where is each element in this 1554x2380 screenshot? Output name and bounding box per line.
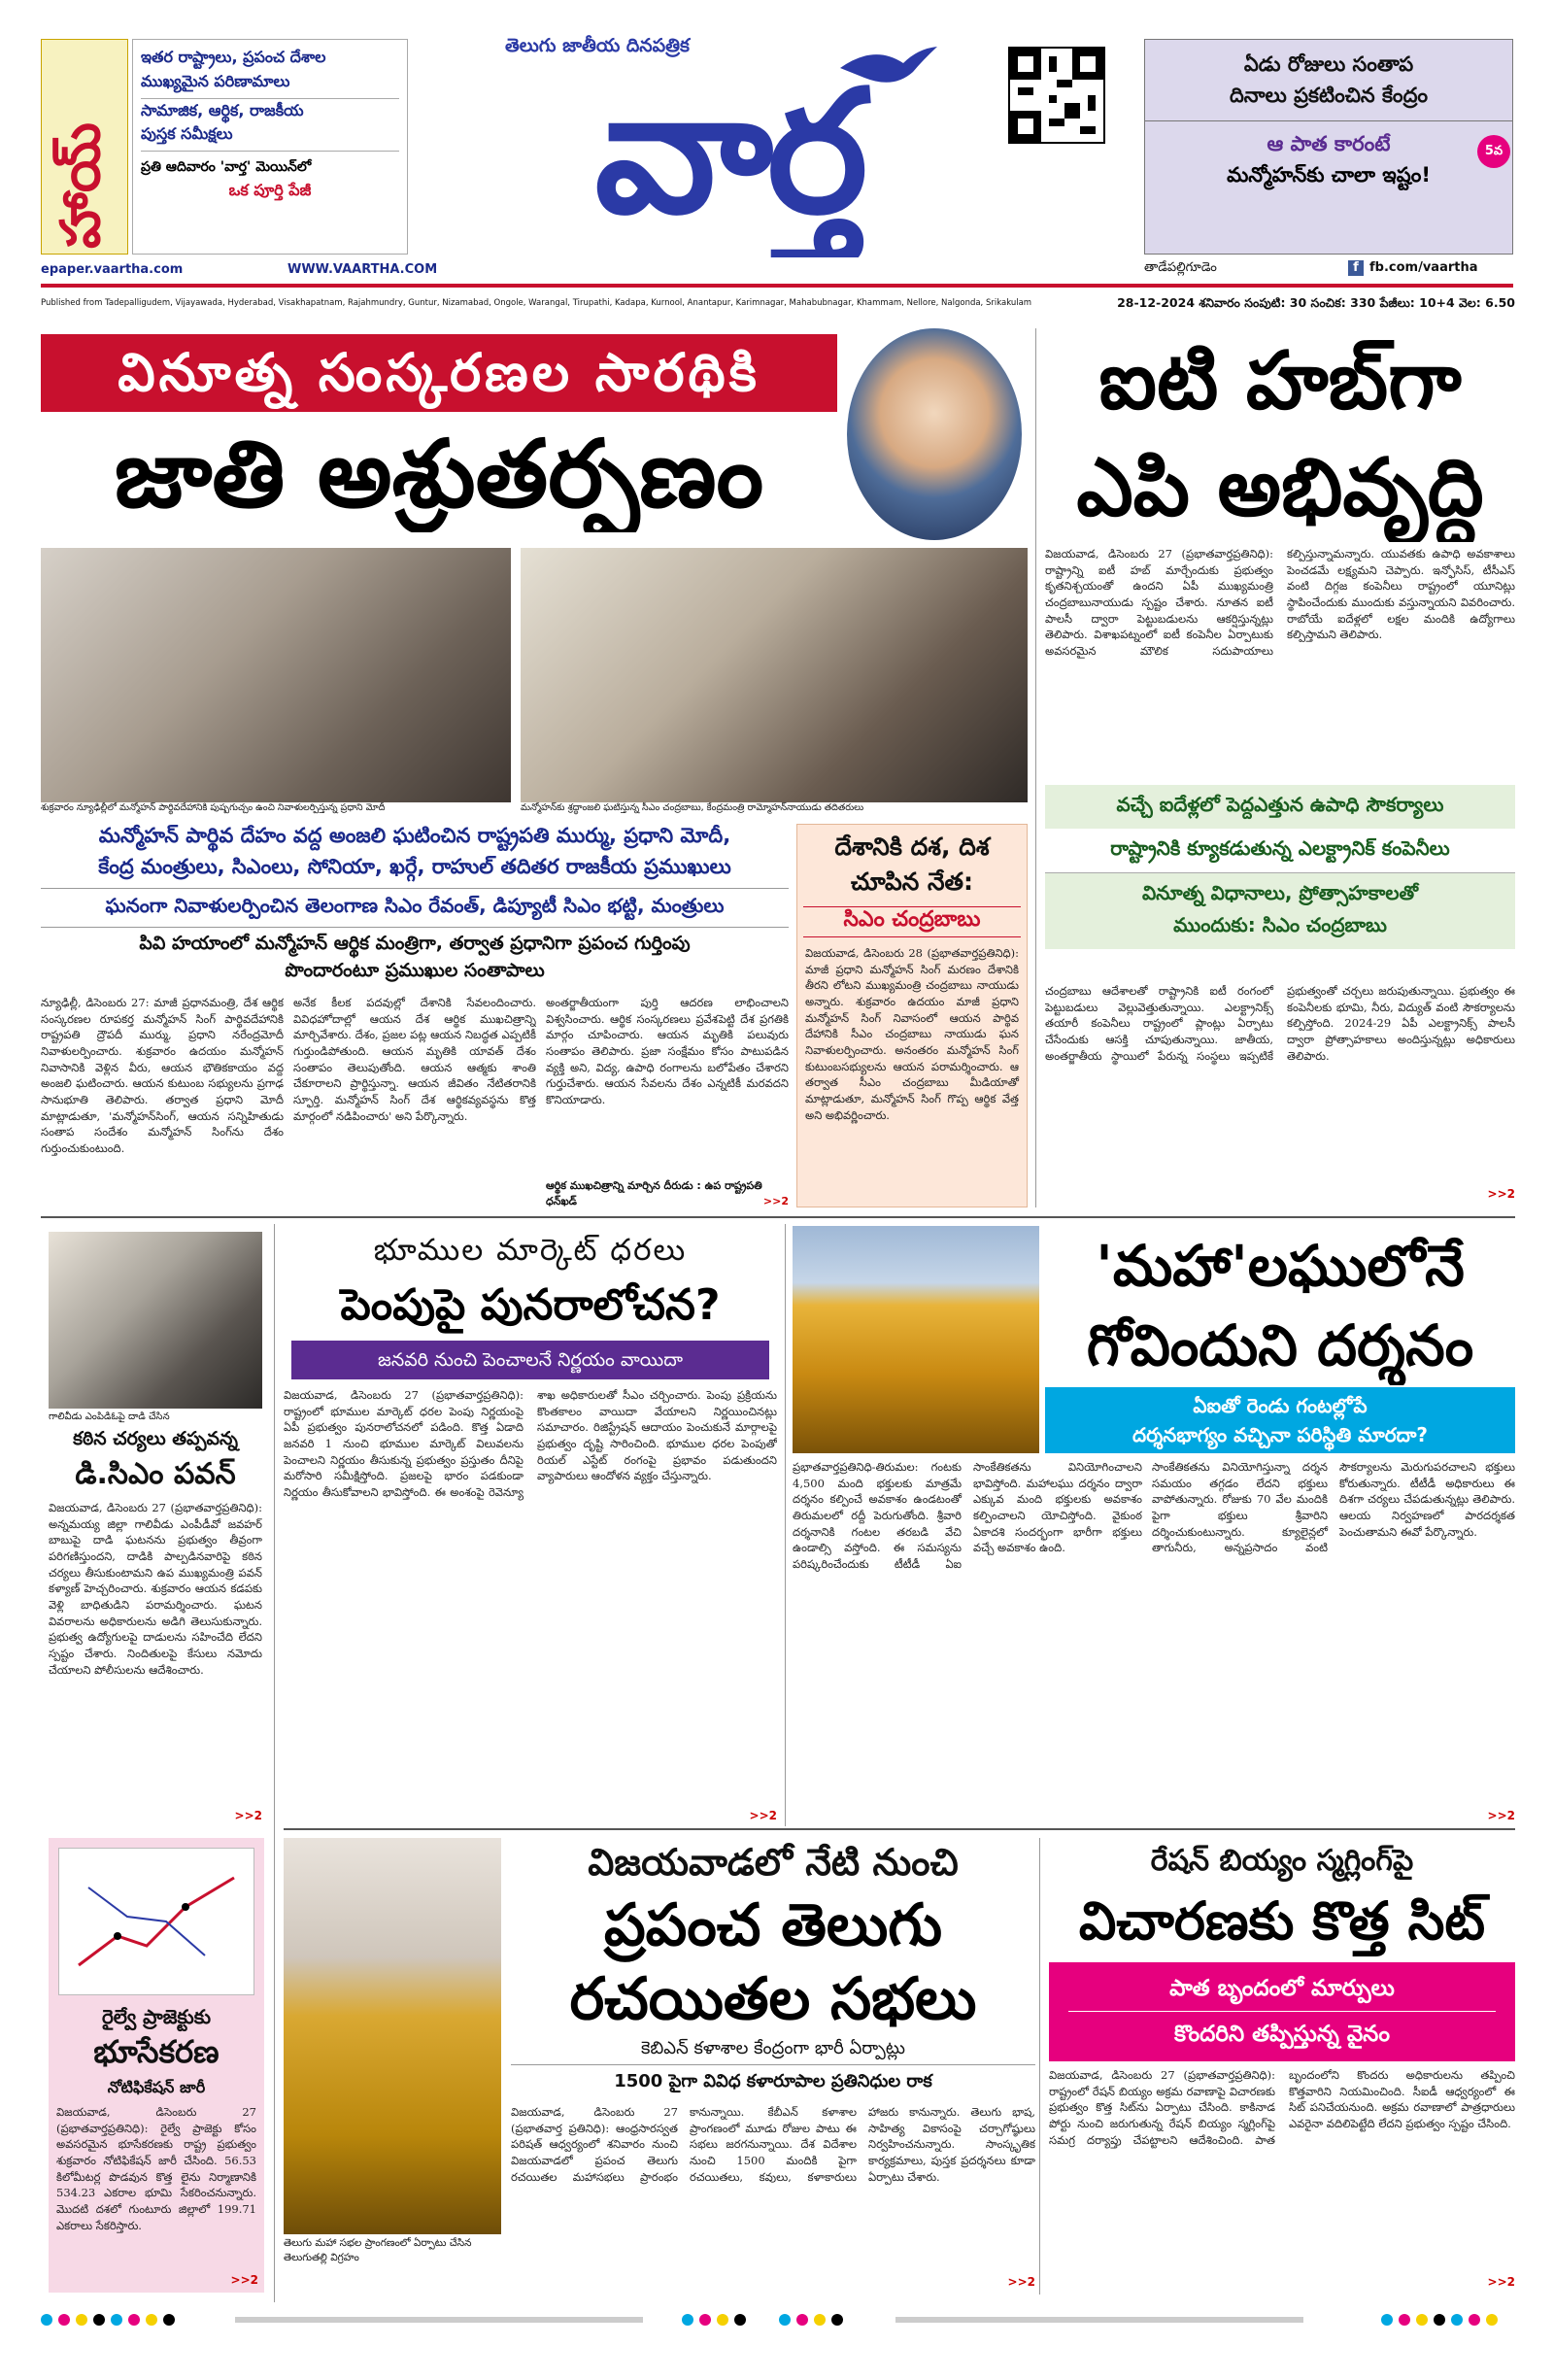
logo: వార్త xyxy=(594,54,862,252)
lead-sub4: పివి హయాంలో మన్మోహన్ ఆర్థిక మంత్రిగా, తర్వాత ప్రధానిగా ప్రపంచ గుర్తింపు xyxy=(139,933,691,954)
promo-right-line1: ఏడు రోజులు సంతాప xyxy=(1243,52,1414,76)
facebook-icon[interactable]: f xyxy=(1348,260,1364,276)
tirumala-headline1: 'మహా'లఘులోనే xyxy=(1096,1233,1465,1299)
pawan-head2: డి.సిఎం పవన్ xyxy=(75,1457,236,1491)
sidebar-body: విజయవాడ, డిసెంబరు 28 (ప్రభాతవార్తప్రతినిధి): మాజీ ప్రధాని మన్మోహన్ సింగ్ మరణం దేశానికి తీరని లోటని ముఖ్యమంత్రి చంద్రబాబు నాయుడు అన్నారు. శుక్రవారం ఉదయం మాజీ ప్రధాని మన్మోహన్ సింగ్ నివాసంలో ఆయన పార్థివ దేహానికి సీఎం చంద్రబాబు నాయుడు ఘన నివాళులర్పించారు. అనంతరం మన్మోహన్ సింగ్ కుటుంబసభ్యులను ఆయన పరామర్శించారు. ఆ తర్వాత సీఎం చంద్రబాబు మీడియాతో మాట్లాడుతూ, మన్మోహన్ సింగ్ గొప్ప ఆర్థిక వేత్త అని అభివర్ణించారు. xyxy=(805,946,1019,1122)
promo-right-line4: మన్మోహన్‌కు చాలా ఇష్టం! xyxy=(1227,162,1431,187)
tirumala-deck xyxy=(1045,1387,1515,1453)
land-body: విజయవాడ, డిసెంబరు 27 (ప్రభాతవార్తప్రతినిధి): రాష్ట్రంలో భూముల మార్కెట్ ధరల పెంపు నిర్ణయంపై ఏపీ ప్రభుత్వం పునరాలోచనలో పడింది. కొత్త ఏడాది జనవరి 1 నుంచి భూముల మార్కెట్ విలువలను పెంచాలని నిర్ణయం తీసుకున్న ప్రభుత్వం ప్రస్తుతం దీనిపై మరోసారి సమీక్షిస్తోంది. ప్రజలపై భారం పడకుండా నిర్ణయం తీసుకోవాలని భావిస్తోంది. ఈ అంశంపై రెవెన్యూ శాఖ అధికారులతో సీఎం చర్చించారు. పెంపు ప్రక్రియను కొంతకాలం వాయిదా వేయాలని నిర్ణయించినట్లు సమాచారం. రిజిస్ట్రేషన్ ఆదాయం పెంచుకునే మార్గాలపై ప్రభుత్వం దృష్టి సారించింది. భూముల ధరల పెంపుతో రియల్ ఎస్టేట్ రంగంపై ప్రభావం పడుతుందని వ్యాపారులు ఆందోళన వ్యక్తం చేస్తున్నారు. xyxy=(284,1388,777,1500)
website-link[interactable]: WWW.VAARTHA.COM xyxy=(287,262,438,277)
hai-badge xyxy=(41,39,128,255)
writers-deck2: 1500 పైగా వివిధ కళారూపాల ప్రతినిధుల రాక xyxy=(614,2071,932,2091)
writers-kicker: విజయవాడలో నేటి నుంచి xyxy=(588,1841,959,1884)
continue-link[interactable]: >>2 xyxy=(230,2273,258,2287)
tirumala-body1: ప్రభాతవార్తప్రతినిధి-తిరుమల: గంటకు 4,500 మంది భక్తులకు మాత్రమే దర్శనం కల్పించే అవకాశం ఉండటంతో తిరుమలలో రద్దీ పెరుగుతోంది. శ్రీవారి దర్శనానికి గంటల తరబడి వేచి ఉండాల్సి వస్తోంది. ఈ సమస్యను పరిష్కరించేందుకు టీటీడీ ఏఐ సాంకేతికతను వినియోగించాలని భావిస్తోంది. మహాలఘు దర్శనం ద్వారా ఎక్కువ మంది భక్తులకు అవకాశం కల్పించాలని యోచిస్తోంది. వైకుంఠ ఏకాదశి సందర్భంగా భారీగా భక్తులు వచ్చే అవకాశం ఉంది. xyxy=(793,1460,1142,1572)
ration-headline: విచారణకు కొత్త సిట్ xyxy=(1078,1890,1486,1952)
continue-link[interactable]: >>2 xyxy=(749,1809,777,1822)
tirumala-deck2: దర్శనభాగ్యం వచ్చినా పరిస్థితి మారదా? xyxy=(1132,1423,1429,1446)
lead-sub5: పొందారంటూ ప్రముఖుల సంతాపాలు xyxy=(285,960,545,981)
tirumala-continue[interactable] xyxy=(1457,1809,1515,1828)
photo-telugu-talli xyxy=(284,1838,501,2234)
qr-code-icon[interactable] xyxy=(1008,47,1105,144)
lead-footer-ref: : ఉప రాష్ట్రపతి ధన్‌ఖడ్ xyxy=(546,1179,762,1207)
tirumala-body2: సాంకేతికతను వినియోగిస్తున్నా దర్శన సమయం తగ్గడం లేదని భక్తులు వాపోతున్నారు. రోజుకు 70 వేల మందికి పైగా భక్తులు శ్రీవారిని దర్శించుకుంటున్నారు. క్యూలైన్లలో తాగునీరు, అన్నప్రసాదం వంటి సౌకర్యాలను మెరుగుపరచాలని భక్తులు కోరుతున్నారు. టీటీడీ అధికారులు ఈ దిశగా చర్యలు చేపడుతున్నట్లు తెలిపారు. ఆలయ నిర్వహణలో పారదర్శకత పెంచుతామని ఈవో పేర్కొన్నారు. xyxy=(1152,1460,1515,1555)
sidebar-title3: సిఎం చంద్రబాబు xyxy=(803,906,1021,937)
it-hub-green1: వచ్చే ఐదేళ్లలో పెద్దఎత్తున ఉపాధి సౌకర్యాలు xyxy=(1045,785,1515,829)
ration-kicker: రేషన్ బియ్యం స్మగ్లింగ్‌పై xyxy=(1150,1844,1414,1878)
tirumala-headline2: గోవిందుని దర్శనం xyxy=(1086,1312,1474,1378)
railway-head1: రైల్వే ప్రాజెక్టుకు xyxy=(101,2005,212,2028)
promo-right-line2: దినాలు ప్రకటించిన కేంద్రం xyxy=(1145,81,1512,122)
published-from: Published from Tadepalligudem, Vijayawada, Hyderabad, Visakhapatnam, Rajahmundry, Guntur, Nizamabad, Ongole, Warangal, Tirupathi, Kadapa, Kurnool, Anantapur, Karimnagar, Mahabubnagar, Khammam, Nellore, Nalgonda, Srikakulam xyxy=(41,298,1032,308)
land-continue[interactable] xyxy=(719,1809,777,1828)
photo-pawan xyxy=(49,1232,262,1409)
promo-line: పుస్తక సమీక్షలు xyxy=(141,122,399,152)
it-hub-headline2: ఎపి అభివృద్ధి xyxy=(1076,442,1484,534)
it-hub-body2: చంద్రబాబు ఆదేశాలతో రాష్ట్రానికి ఐటీ రంగంలో పెట్టుబడులు వెల్లువెత్తుతున్నాయి. ఎలక్ట్రానిక్స్ తయారీ కంపెనీలు రాష్ట్రంలో ప్లాంట్లు ఏర్పాటు చేసేందుకు ఆసక్తి చూపుతున్నాయి. జాతీయ, అంతర్జాతీయ స్థాయిలో పేరున్న సంస్థలు ఇప్పటికే ప్రభుత్వంతో చర్చలు జరుపుతున్నాయి. ప్రభుత్వం ఈ కంపెనీలకు భూమి, నీరు, విద్యుత్ వంటి సౌకర్యాలను కల్పిస్తోంది. 2024-29 ఏపీ ఎలక్ట్రానిక్స్ పాలసీ ద్వారా ప్రోత్సాహకాలు అందిస్తున్నట్లు అధికారులు తెలిపారు. xyxy=(1045,984,1515,1063)
it-hub-green3: వినూత్న విధానాలు, ప్రోత్సాహకాలతో xyxy=(1045,873,1515,911)
promo-line: సామాజిక, ఆర్థిక, రాజకీయ xyxy=(141,100,304,119)
date-line: 28-12-2024 శనివారం సంపుటి: 30 సంచిక: 330 పేజీలు: 10+4 వెల: 6.50 xyxy=(1117,295,1515,310)
railway-map xyxy=(58,1848,254,1995)
city-label: తాడేపల్లిగూడెం xyxy=(1144,260,1217,275)
lead-body-col2: అనేక కీలక పదవుల్లో దేశానికి సేవలందించారు. వివిధహోదాల్లో ఆయన దేశ ఆర్థిక ముఖచిత్రాన్ని మార్చివేశారు. దేశం, ప్రజల పట్ల ఆయన నిబద్ధత ఎప్పటికీ గుర్తుండిపోతుంది. ఆయన మృతికి యావత్ దేశం సంతాపం తెలుపుతోంది. ఆయన ఆత్మకు శాంతి చేకూరాలని ప్రార్థిస్తున్నా. ఆయన జీవితం నేటితరానికి స్ఫూర్తి. మన్మోహన్ సింగ్ దేశ ఆర్థికవ్యవస్థను కొత్త మార్గంలో నడిపించారు' అని పేర్కొన్నారు. xyxy=(293,996,536,1123)
promo-left-lines xyxy=(132,39,408,255)
lead-kicker: వినూత్న సంస్కరణల సారథికి xyxy=(41,334,837,412)
it-hub-continue[interactable] xyxy=(1457,1187,1515,1207)
hai-badge-text: హాయ్ xyxy=(50,122,113,249)
cbn-sidebar xyxy=(796,824,1028,1207)
masthead xyxy=(0,0,1554,321)
land-headline: పెంపుపై పునరాలోచన? xyxy=(340,1280,721,1330)
photo-modi-tribute xyxy=(41,548,511,802)
caption-modi: శుక్రవారం న్యూఢిల్లీలో మన్మోహన్ పార్థివదేహానికి పుష్పగుచ్చం ఉంచి నివాళులర్పిస్తున్న ప్రధాని మోదీ xyxy=(41,802,386,813)
lead-footer-label: ఆర్థిక ముఖచిత్రాన్ని మార్చిన దీరుడు xyxy=(546,1179,693,1192)
continue-link[interactable]: >>2 xyxy=(1007,2275,1035,2289)
it-hub-green2: రాష్ట్రానికి క్యూకడుతున్న ఎలక్ట్రానిక్ కంపెనీలు xyxy=(1045,829,1515,873)
writers-headline1: ప్రపంచ తెలుగు xyxy=(604,1891,942,1959)
continue-link[interactable]: >>2 xyxy=(1487,1187,1515,1201)
promo-line: ఒక పూర్తి పేజీ xyxy=(228,180,312,199)
facebook-link[interactable]: fb.com/vaartha xyxy=(1369,260,1478,275)
masthead-rule xyxy=(41,284,1513,288)
land-deck: జనవరి నుంచి పెంచాలనే నిర్ణయం వాయిదా xyxy=(291,1341,769,1379)
manmohan-portrait xyxy=(847,328,1022,540)
pawan-caption: గాలివీడు ఎంపిడిఓపై దాడి చేసిన xyxy=(49,1411,170,1422)
epaper-link[interactable]: epaper.vaartha.com xyxy=(41,262,184,277)
writers-body: విజయవాడ, డిసెంబరు 27 (ప్రభాతవార్త ప్రతినిధి): ఆంధ్రసారస్వత పరిషత్ ఆధ్వర్యంలో శనివారం నుంచి విజయవాడలో ప్రపంచ తెలుగు రచయితల మహాసభలు ప్రారంభం కానున్నాయి. కేబీఎన్ కళాశాల ప్రాంగణంలో మూడు రోజుల పాటు ఈ సభలు జరగనున్నాయి. దేశ విదేశాల నుంచి 1500 మందికి పైగా రచయితలు, కవులు, కళాకారులు హాజరు కానున్నారు. తెలుగు భాష, సాహిత్య వికాసంపై చర్చాగోష్ఠులు నిర్వహించనున్నారు. సాంస్కృతిక కార్యక్రమాలు, పుస్తక ప్రదర్శనలు కూడా ఏర్పాటు చేశారు. xyxy=(511,2105,1035,2184)
continue-link[interactable]: >>2 xyxy=(762,1195,789,1207)
promo-right-line3: ఆ పాత కారంటే xyxy=(1267,132,1391,155)
writers-headline2: రచయితల సభలు xyxy=(569,1965,977,2033)
ration-deck2: కొందరిని తప్పిస్తున్న వైనం xyxy=(1173,2022,1390,2047)
writers-caption: తెలుగు మహా సభల ప్రాంగణంలో ఏర్పాటు చేసిన తెలుగుతల్లి విగ్రహం xyxy=(284,2237,472,2263)
promo-line: ముఖ్యమైన పరిణామాలు xyxy=(141,70,399,99)
it-hub-body: విజయవాడ, డిసెంబరు 27 (ప్రభాతవార్తప్రతినిధి): రాష్ట్రాన్ని ఐటీ హబ్ మార్చేందుకు ప్రభుత్వం కృతనిశ్చయంతో ఉందని ఏపీ ముఖ్యమంత్రి చంద్రబాబునాయుడు స్పష్టం చేశారు. నూతన ఐటీ పాలసీ ద్వారా పెట్టుబడులను ఆకర్షిస్తున్నట్లు తెలిపారు. విశాఖపట్నంలో ఐటీ కంపెనీల ఏర్పాటుకు అవసరమైన మౌలిక సదుపాయాలు కల్పిస్తున్నామన్నారు. యువతకు ఉపాధి అవకాశాలు పెంచడమే లక్ష్యమని చెప్పారు. ఇన్ఫోసిస్, టీసీఎస్ వంటి దిగ్గజ కంపెనీలు రాష్ట్రంలో యూనిట్లు స్థాపించేందుకు ముందుకు వస్తున్నాయని వివరించారు. రాబోయే ఐదేళ్లలో లక్షల మందికి ఉద్యోగాలు కల్పిస్తామని తెలిపారు. xyxy=(1045,547,1515,659)
pawan-continue[interactable] xyxy=(204,1809,262,1828)
page-badge: 5వ xyxy=(1477,135,1510,168)
continue-link[interactable]: >>2 xyxy=(1487,1809,1515,1822)
lead-headline: జాతి అశ్రుతర్పణం xyxy=(114,420,764,528)
ration-continue[interactable] xyxy=(1457,2275,1515,2295)
it-hub-green xyxy=(1045,785,1515,979)
sidebar-title1: దేశానికి దశ, దిశ xyxy=(834,833,990,861)
tirumala-deck1: ఏఐతో రెండు గంటల్లోపే xyxy=(1193,1394,1368,1417)
ration-deck1: పాత బృందంలో మార్పులు xyxy=(1068,1966,1496,2012)
registration-strip xyxy=(41,2314,1515,2333)
writers-continue[interactable] xyxy=(977,2275,1035,2295)
photo-cbn-tribute xyxy=(521,548,1028,802)
writers-deck: కెబిఎన్ కళాశాల కేంద్రంగా భారీ ఏర్పాట్లు xyxy=(511,2038,1035,2065)
ration-body: విజయవాడ, డిసెంబరు 27 (ప్రభాతవార్తప్రతినిధి): రాష్ట్రంలో రేషన్ బియ్యం అక్రమ రవాణాపై విచారణకు ప్రభుత్వం కొత్త సిట్‌ను ఏర్పాటు చేసింది. కాకినాడ పోర్టు నుంచి జరుగుతున్న రేషన్ బియ్యం స్మగ్లింగ్‌పై సమగ్ర దర్యాప్తు చేపట్టాలని ఆదేశించింది. పాత బృందంలోని కొందరు అధికారులను తప్పించి కొత్తవారిని నియమించింది. సీఐడీ ఆధ్వర్యంలో ఈ సిట్ పనిచేయనుంది. అక్రమ రవాణాలో పాత్రధారులు ఎవరైనా వదిలిపెట్టేది లేదని ప్రభుత్వం స్పష్టం చేసింది. xyxy=(1049,2068,1515,2147)
promo-right[interactable] xyxy=(1144,39,1513,255)
railway-box xyxy=(49,1838,264,2293)
railway-body: విజయవాడ, డిసెంబరు 27 (ప్రభాతవార్తప్రతినిధి): రైల్వే ప్రాజెక్టు కోసం అవసరమైన భూసేకరణకు రాష్ట్ర ప్రభుత్వం శుక్రవారం నోటిఫికేషన్ జారీ చేసింది. 56.53 కిలోమీటర్ల పొడవున కొత్త లైను నిర్మాణానికి 534.23 ఎకరాల భూమి సేకరించనున్నారు. మొదటి దశలో గుంటూరు జిల్లాలో 199.71 ఎకరాలు సేకరిస్తారు. xyxy=(56,2105,256,2232)
pawan-head1: కఠిన చర్యలు తప్పవన్న xyxy=(73,1428,238,1449)
sidebar-title2: చూపిన నేత: xyxy=(851,867,973,896)
ration-deck xyxy=(1049,1962,1515,2061)
lead-body-col1: న్యూఢిల్లీ, డిసెంబరు 27: మాజీ ప్రధానమంత్రి, దేశ ఆర్థిక సంస్కరణల రూపకర్త మన్మోహన్ సింగ్ పార్థివదేహానికి రాష్ట్రపతి ద్రౌపదీ ముర్ము, ప్రధాని నరేంద్రమోదీ నివాళులర్పించారు. శుక్రవారం ఉదయం మన్మోహన్ నివాసానికి వెళ్లిన వీరు, ఆయన భౌతికకాయం వద్ద అంజలి ఘటించారు. ఆయన కుటుంబ సభ్యులను ప్రగాఢ సానుభూతి తెలిపారు. తర్వాత ప్రధాని మోదీ మాట్లాడుతూ, 'మన్మోహన్‌సింగ్, ఆయన సన్నిహితుడు సంతాప సందేశం మన్మోహన్ సింగ్‌ను దేశం గుర్తుంచుకుంటుంది. xyxy=(41,996,284,1156)
photo-temple xyxy=(793,1226,1039,1453)
continue-link[interactable]: >>2 xyxy=(234,1809,262,1822)
promo-line: ప్రతి ఆదివారం 'వార్త' మెయిన్‌లో xyxy=(141,159,312,176)
caption-cbn: మన్మోహన్‌కు శ్రద్ధాంజలి ఘటిస్తున్న సీఎం చంద్రబాబు, కేంద్రమంత్రి రామ్మోహన్‌నాయుడు తదితరులు xyxy=(521,802,864,813)
lead-footer xyxy=(546,1179,789,1208)
railway-head3: నోటిఫికేషన్ జారీ xyxy=(107,2078,206,2096)
lead-sub2: కేంద్ర మంత్రులు, సిఎంలు, సోనియా, ఖర్గే, రాహుల్ తదితర రాజకీయ ప్రముఖులు xyxy=(98,855,731,878)
tagline: తెలుగు జాతీయ దినపత్రిక xyxy=(505,35,690,56)
promo-line: ఇతర రాష్ట్రాలు, ప్రపంచ దేశాల xyxy=(141,48,326,66)
land-kicker: భూముల మార్కెట్ ధరలు xyxy=(373,1233,688,1268)
lead-sub3: ఘనంగా నివాళులర్పించిన తెలంగాణ సిఎం రేవంత్, డిప్యూటీ సిఎం భట్టి, మంత్రులు xyxy=(105,894,725,917)
lead-body-col3: అంతర్జాతీయంగా పుర్తి ఆదరణ లాభించాలని విశ్వసించారు. ఆర్థిక సంస్కరణలు ప్రవేశపెట్టి దేశ ప్రగతికి మార్గం చూపించారు. ఆయన మృతికి పలువురు సంతాపం తెలిపారు. ప్రజా సంక్షేమం కోసం పాటుపడిన వ్యక్తి అని, విద్య, ఉపాధి రంగాలను బలోపేతం చేశారని గుర్తుచేశారు. ఆయన సేవలను దేశం ఎన్నటికీ మరవదని కొనియాడారు. xyxy=(546,996,789,1107)
pawan-body: విజయవాడ, డిసెంబరు 27 (ప్రభాతవార్తప్రతినిధి): అన్నమయ్య జిల్లా గాలివీడు ఎంపీడీవో జవహర్ బాబుపై దాడి ఘటనను ప్రభుత్వం తీవ్రంగా పరిగణిస్తుందని, దాడికి పాల్పడినవారిపై కఠిన చర్యలు తీసుకుంటామని ఉప ముఖ్యమంత్రి పవన్ కళ్యాణ్ హెచ్చరించారు. శుక్రవారం ఆయన కడపకు వెళ్లి బాధితుడిని పరామర్శించారు. ఘటన వివరాలను అధికారులను అడిగి తెలుసుకున్నారు. ప్రభుత్వ ఉద్యోగులపై దాడులను సహించేది లేదని స్పష్టం చేశారు. నిందితులపై కేసులు నమోదు చేయాలని పోలీసులను ఆదేశించారు. xyxy=(49,1501,262,1677)
it-hub-green4: ముందుకు: సిఎం చంద్రబాబు xyxy=(1045,911,1515,949)
railway-head2: భూసేకరణ xyxy=(93,2033,220,2070)
continue-link[interactable]: >>2 xyxy=(1487,2275,1515,2289)
it-hub-headline1: ఐటి హబ్‌గా xyxy=(1098,335,1462,427)
lead-sub1: మన్మోహన్ పార్థివ దేహం వద్ద అంజలి ఘటించిన రాష్ట్రపతి ముర్ము, ప్రధాని మోదీ, xyxy=(98,824,731,847)
